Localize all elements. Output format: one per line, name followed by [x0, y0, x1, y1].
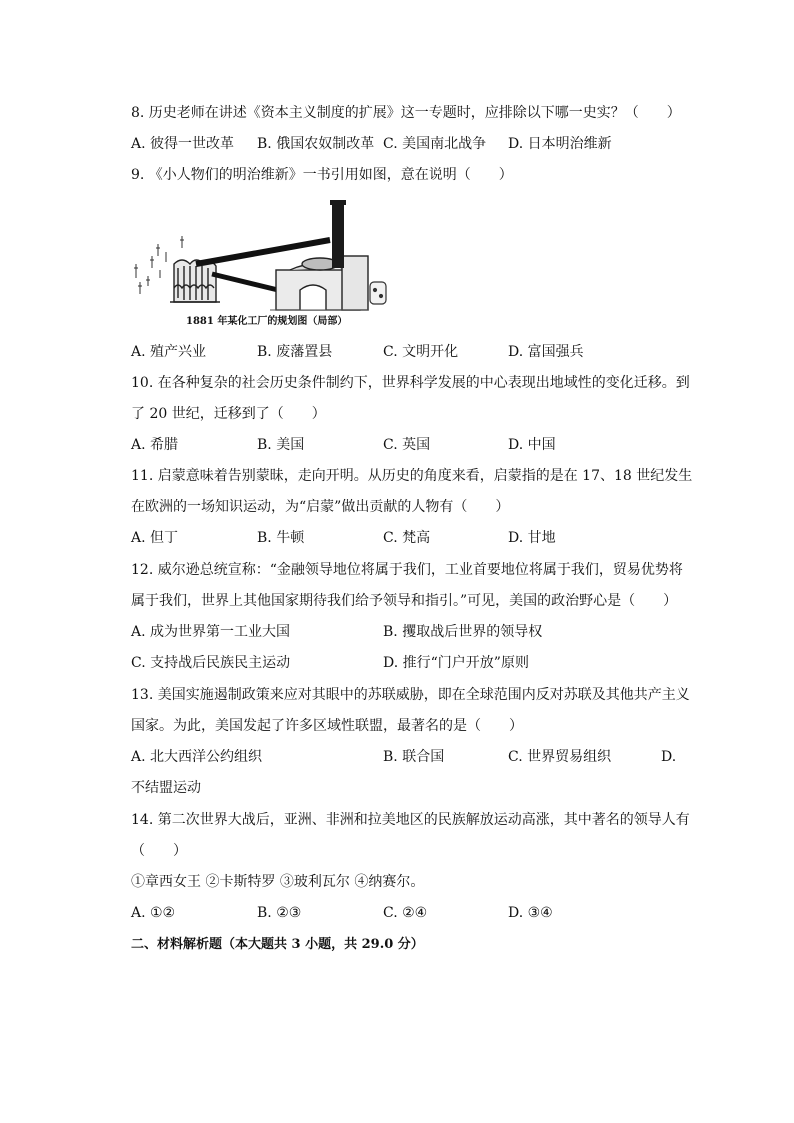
q12-option-d: D. 推行“门户开放”原则	[383, 655, 529, 671]
q12-option-b: B. 攫取战后世界的领导权	[383, 624, 543, 640]
q12-option-c: C. 支持战后民族民主运动	[131, 655, 291, 671]
q11-option-c: C. 梵高	[383, 530, 431, 546]
q12-option-a: A. 成为世界第一工业大国	[131, 624, 291, 640]
figure-caption: 1881 年某化工厂的规划图（局部）	[186, 316, 348, 327]
q11-option-b: B. 牛顿	[257, 530, 305, 546]
q9-option-d: D. 富国强兵	[508, 344, 584, 360]
q10-stem-line2: 了 20 世纪，迁移到了（ ）	[131, 406, 326, 422]
q13-option-a: A. 北大西洋公约组织	[131, 749, 263, 765]
q8-option-b: B. 俄国农奴制改革	[257, 136, 375, 152]
q12-stem-line2: 属于我们，世界上其他国家期待我们给予领导和指引。”可见，美国的政治野心是（ ）	[131, 593, 678, 609]
q10-stem-line1: 10. 在各种复杂的社会历史条件制约下，世界科学发展的中心表现出地域性的变化迁移。到	[131, 375, 690, 391]
q8-option-c: C. 美国南北战争	[383, 136, 487, 152]
q13-option-d: D.	[661, 749, 677, 765]
factory-plan-figure	[130, 198, 400, 334]
q14-option-d: D. ③④	[508, 905, 553, 921]
q8-stem: 8. 历史老师在讲述《资本主义制度的扩展》这一专题时，应排除以下哪一史实？（ ）	[131, 105, 681, 121]
q9-option-c: C. 文明开化	[383, 344, 459, 360]
q9-stem: 9. 《小人物们的明治维新》一书引用如图，意在说明（ ）	[131, 167, 513, 183]
q8-option-d: D. 日本明治维新	[508, 136, 612, 152]
q9-option-b: B. 废藩置县	[257, 344, 333, 360]
q10-option-c: C. 英国	[383, 437, 431, 453]
q11-stem-line1: 11. 启蒙意味着告别蒙昧，走向开明。从历史的角度来看，启蒙指的是在 17、18 世纪发生	[131, 468, 693, 484]
q14-stem-line2: （ ）	[131, 843, 187, 859]
section-2-heading: 二、材料解析题（本大题共 3 小题，共 29.0 分）	[131, 937, 424, 952]
q11-stem-line2: 在欧洲的一场知识运动，为“启蒙”做出贡献的人物有（ ）	[131, 499, 510, 515]
q10-option-d: D. 中国	[508, 437, 556, 453]
q14-option-c: C. ②④	[383, 905, 428, 921]
q9-option-a: A. 殖产兴业	[131, 344, 207, 360]
q14-items: ①章西女王 ②卡斯特罗 ③玻利瓦尔 ④纳赛尔。	[131, 874, 425, 890]
q10-option-a: A. 希腊	[131, 437, 179, 453]
q13-option-b: B. 联合国	[383, 749, 445, 765]
q13-stem-line1: 13. 美国实施遏制政策来应对其眼中的苏联威胁，即在全球范围内反对苏联及其他共产主义	[131, 687, 690, 703]
q11-option-d: D. 甘地	[508, 530, 556, 546]
q13-option-d-text: 不结盟运动	[131, 780, 201, 796]
q13-stem-line2: 国家。为此，美国发起了许多区域性联盟，最著名的是（ ）	[131, 718, 523, 734]
q14-stem-line1: 14. 第二次世界大战后，亚洲、非洲和拉美地区的民族解放运动高涨，其中著名的领导人有	[131, 812, 690, 828]
q10-option-b: B. 美国	[257, 437, 305, 453]
q14-option-a: A. ①②	[131, 905, 176, 921]
q8-option-a: A. 彼得一世改革	[131, 136, 235, 152]
q11-option-a: A. 但丁	[131, 530, 179, 546]
q12-stem-line1: 12. 威尔逊总统宣称：“金融领导地位将属于我们，工业首要地位将属于我们，贸易优势将	[131, 562, 683, 578]
q13-option-c: C. 世界贸易组织	[508, 749, 612, 765]
q14-option-b: B. ②③	[257, 905, 302, 921]
